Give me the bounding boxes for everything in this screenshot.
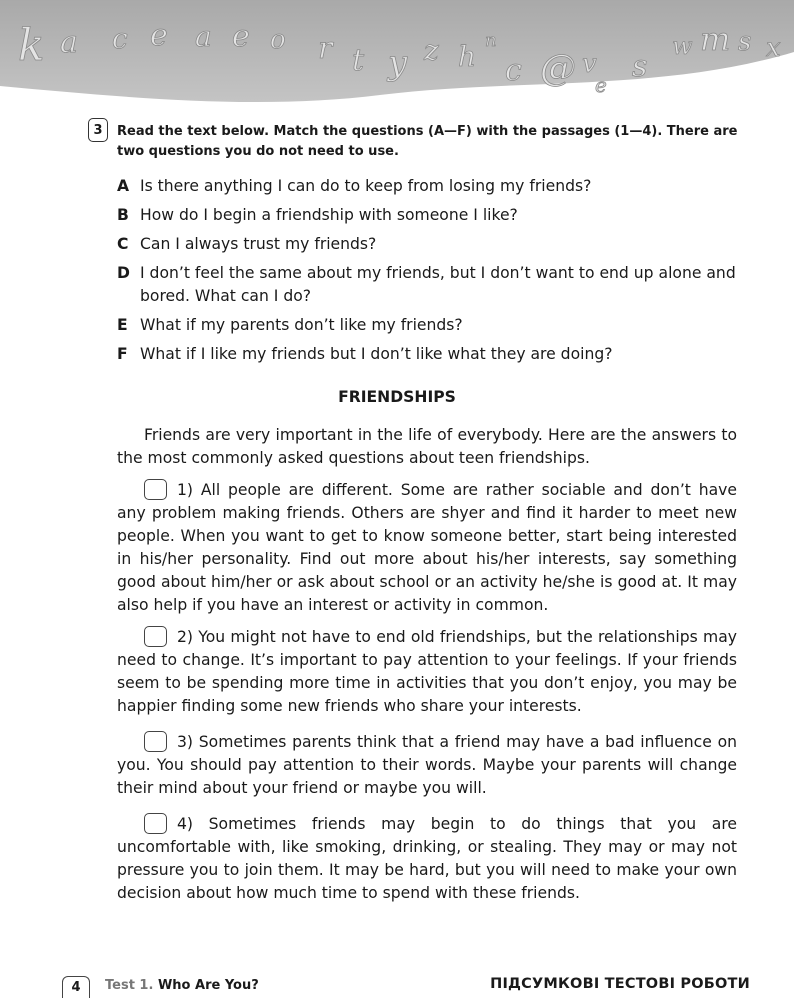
passage-3 bbox=[117, 731, 737, 800]
question-text: Is there anything I can do to keep from losing my friends? bbox=[140, 177, 592, 195]
page-number: 4 bbox=[62, 976, 90, 998]
question-item bbox=[117, 262, 737, 308]
answer-box-3[interactable] bbox=[144, 731, 167, 752]
svg-text:m: m bbox=[700, 20, 731, 58]
passage-text: 3) Sometimes parents think that a friend may have a bad influence on you. You should pay attention to their words. Maybe your parents will change their mind about your friend or maybe you will. bbox=[117, 733, 737, 797]
question-item bbox=[117, 343, 737, 366]
question-text: How do I begin a friendship with someone I like? bbox=[140, 206, 518, 224]
question-item bbox=[117, 233, 737, 256]
svg-text:y: y bbox=[388, 43, 408, 83]
task-instruction: Read the text below. Match the questions (A—F) with the passages (1—4). There are two questions you do not need to use. bbox=[117, 124, 738, 159]
svg-text:z: z bbox=[424, 34, 439, 67]
question-item bbox=[117, 314, 737, 337]
question-letter: D bbox=[117, 264, 130, 282]
svg-text:a: a bbox=[60, 25, 78, 60]
footer-test-label: Test 1. bbox=[105, 978, 154, 993]
question-item bbox=[117, 175, 737, 198]
svg-text:c: c bbox=[112, 22, 128, 55]
svg-text:e: e bbox=[232, 19, 250, 54]
footer-book-title: ПІДСУМКОВІ ТЕСТОВІ РОБОТИ bbox=[490, 976, 750, 992]
svg-text:c: c bbox=[505, 53, 522, 88]
intro-paragraph: Friends are very important in the life of everybody. Here are the answers to the most commonly asked questions about teen friendships. bbox=[117, 426, 737, 467]
passage-paragraph bbox=[117, 813, 737, 905]
passage-text: 1) All people are different. Some are rather sociable and don’t have any problem making friends. Others are shyer and find it harder to meet new people. When you want to get to know someone better, start being interested in his/her personality. Find out more about his/her interests, say something good about him/her or ask about school or an activity he/she is good at. It may also help if you have an interest or activity in common. bbox=[117, 481, 737, 614]
article-title: FRIENDSHIPS bbox=[338, 388, 456, 406]
passage-text: 4) Sometimes friends may begin to do things that you are uncomfortable with, like smoking, drinking, or stealing. They may or may not pressure you to join them. It may be hard, but you will need to make your own decision about how much time to spend with these friends. bbox=[117, 815, 737, 902]
svg-text:a: a bbox=[195, 20, 212, 53]
passage-paragraph bbox=[117, 731, 737, 800]
decorative-letter-banner bbox=[0, 0, 794, 112]
svg-text:s: s bbox=[738, 27, 752, 57]
question-text: Can I always trust my friends? bbox=[140, 235, 377, 253]
question-letter: F bbox=[117, 345, 128, 363]
svg-text:h: h bbox=[458, 40, 477, 73]
answer-box-4[interactable] bbox=[144, 813, 167, 834]
svg-text:w: w bbox=[672, 32, 693, 60]
passage-4 bbox=[117, 813, 737, 905]
article-intro bbox=[117, 424, 737, 470]
answer-box-2[interactable] bbox=[144, 626, 167, 647]
svg-text:t: t bbox=[352, 43, 365, 78]
footer-test-title bbox=[105, 978, 259, 993]
question-letter: B bbox=[117, 206, 129, 224]
svg-text:@: @ bbox=[540, 48, 576, 89]
svg-text:r: r bbox=[318, 31, 333, 66]
svg-text:k: k bbox=[18, 20, 45, 71]
page-footer bbox=[0, 968, 794, 1000]
question-letter: E bbox=[117, 316, 128, 334]
task-number: 3 bbox=[88, 118, 108, 142]
question-item bbox=[117, 204, 737, 227]
svg-text:v: v bbox=[582, 49, 597, 79]
answer-box-1[interactable] bbox=[144, 479, 167, 500]
svg-text:e: e bbox=[595, 73, 607, 97]
question-text: I don’t feel the same about my friends, but I don’t want to end up alone and bored. What can I do? bbox=[140, 264, 736, 305]
question-text: What if I like my friends but I don’t like what they are doing? bbox=[140, 345, 613, 363]
question-letter: C bbox=[117, 235, 129, 253]
svg-text:n: n bbox=[485, 30, 497, 51]
passage-paragraph bbox=[117, 479, 737, 617]
passage-paragraph bbox=[117, 626, 737, 718]
passage-text: 2) You might not have to end old friendships, but the relationships may need to change. It’s important to pay attention to your feelings. If your friends seem to be spending more time in activities that you don’t enjoy, you may be happier finding some new friends who share your interests. bbox=[117, 628, 737, 715]
question-list bbox=[117, 175, 737, 372]
question-letter: A bbox=[117, 177, 130, 195]
svg-text:x: x bbox=[766, 33, 781, 63]
question-text: What if my parents don’t like my friends? bbox=[140, 316, 463, 334]
footer-test-name: Who Are You? bbox=[157, 978, 259, 993]
svg-text:e: e bbox=[150, 18, 168, 53]
passage-1 bbox=[117, 479, 737, 617]
svg-text:s: s bbox=[632, 49, 648, 84]
svg-text:o: o bbox=[270, 25, 286, 55]
passage-2 bbox=[117, 626, 737, 718]
